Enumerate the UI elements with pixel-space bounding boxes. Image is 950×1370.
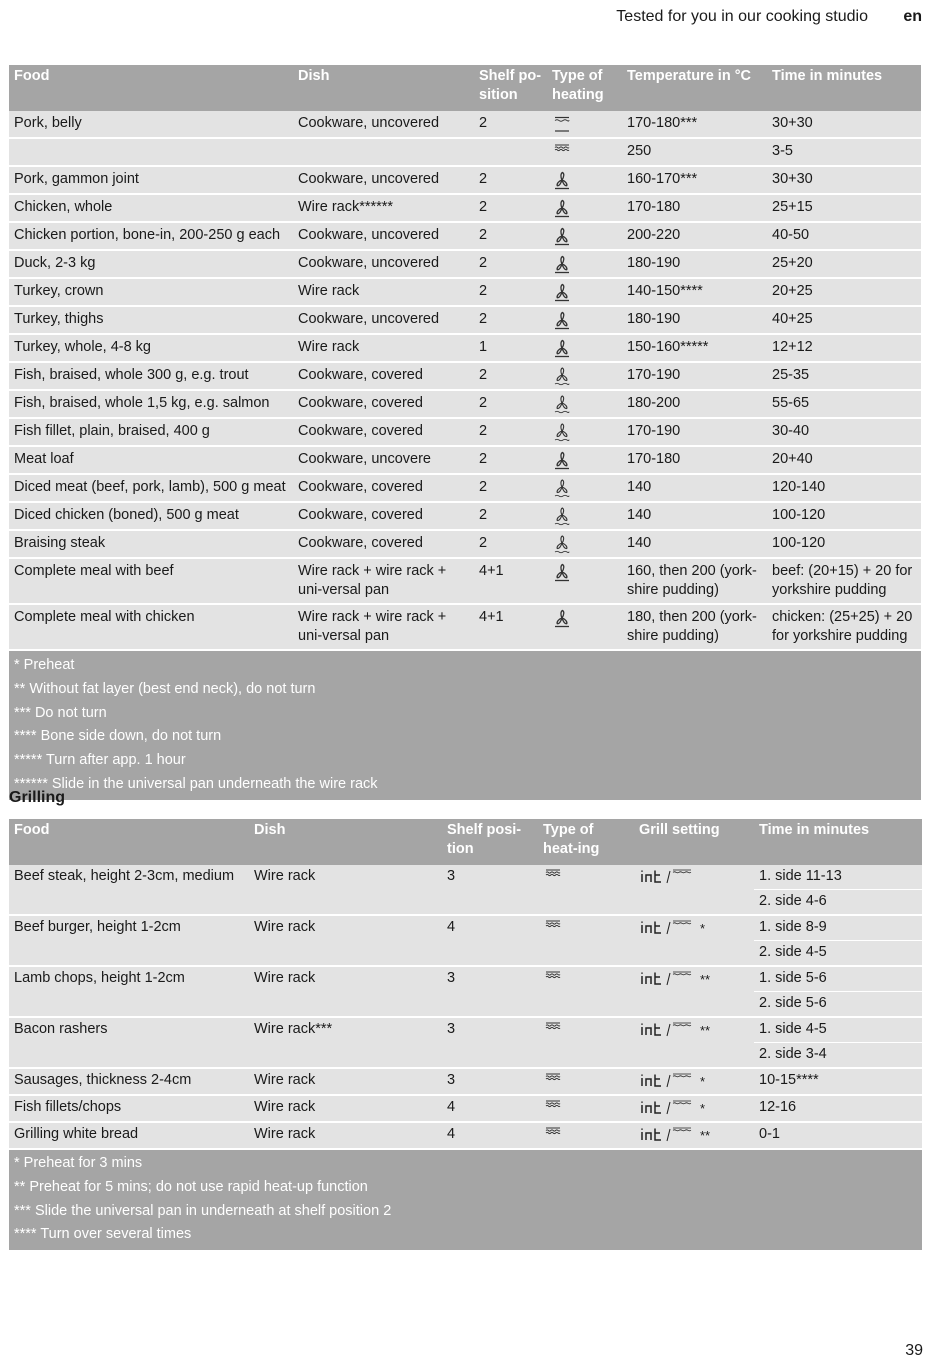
grill-setting-display-icon bbox=[639, 1125, 697, 1145]
food-cell: Beef burger, height 1-2cm bbox=[9, 915, 249, 966]
col-food: Food bbox=[9, 65, 293, 111]
footnote: **** Turn over several times bbox=[14, 1226, 192, 1243]
table-row bbox=[9, 278, 921, 306]
table-row bbox=[9, 558, 921, 604]
shelf-cell: 4 bbox=[442, 1122, 538, 1149]
dish-cell: Cookware, uncovered bbox=[293, 111, 474, 138]
shelf-cell: 3 bbox=[442, 865, 538, 915]
top-bottom-heat-icon bbox=[552, 115, 572, 131]
dish-cell: Wire rack + wire rack + uni-versal pan bbox=[293, 558, 474, 604]
dish-cell: Cookware, uncovered bbox=[293, 166, 474, 194]
heating-cell bbox=[538, 1017, 634, 1068]
food-cell: Chicken portion, bone-in, 200-250 g each bbox=[9, 222, 293, 250]
temperature-cell: 170-180 bbox=[622, 446, 767, 474]
dish-cell: Cookware, covered bbox=[293, 362, 474, 390]
heating-cell bbox=[538, 865, 634, 915]
dish-cell: Wire rack****** bbox=[293, 194, 474, 222]
temperature-cell: 180-190 bbox=[622, 250, 767, 278]
col-temperature: Temperature in °C bbox=[622, 65, 767, 111]
shelf-cell: 4+1 bbox=[474, 558, 547, 604]
col-time: Time in minutes bbox=[754, 819, 922, 865]
heating-cell bbox=[538, 1122, 634, 1149]
table-row bbox=[9, 1095, 922, 1122]
food-cell: Braising steak bbox=[9, 530, 293, 558]
dish-cell: Wire rack + wire rack + uni-versal pan bbox=[293, 604, 474, 650]
table-row bbox=[9, 362, 921, 390]
dish-cell: Cookware, covered bbox=[293, 502, 474, 530]
table-row bbox=[9, 502, 921, 530]
grill-icon bbox=[543, 970, 563, 986]
gentle-air-icon bbox=[552, 535, 572, 551]
table-row bbox=[9, 474, 921, 502]
circulated-air-icon bbox=[552, 283, 572, 299]
circulated-air-icon bbox=[552, 227, 572, 243]
grill-setting-note: * bbox=[700, 1074, 706, 1089]
temperature-cell: 160, then 200 (york-shire pudding) bbox=[622, 558, 767, 604]
temperature-cell: 160-170*** bbox=[622, 166, 767, 194]
footnote: *** Do not turn bbox=[14, 704, 107, 721]
time-cell: chicken: (25+25) + 20 for yorkshire pudding bbox=[767, 604, 921, 650]
heating-cell bbox=[547, 306, 622, 334]
table-row bbox=[9, 530, 921, 558]
time-cell: 100-120 bbox=[767, 502, 921, 530]
food-cell: Fish fillet, plain, braised, 400 g bbox=[9, 418, 293, 446]
circulated-air-icon bbox=[552, 339, 572, 355]
food-cell: Lamb chops, height 1-2cm bbox=[9, 966, 249, 1017]
temperature-cell: 250 bbox=[622, 138, 767, 166]
time-cell: 0-1 bbox=[754, 1122, 922, 1149]
shelf-cell: 3 bbox=[442, 1017, 538, 1068]
roasting-table bbox=[9, 65, 921, 800]
col-time: Time in minutes bbox=[767, 65, 921, 111]
dish-cell: Cookware, uncovered bbox=[293, 250, 474, 278]
dish-cell: Cookware, covered bbox=[293, 418, 474, 446]
table-row bbox=[9, 865, 922, 890]
shelf-cell: 3 bbox=[442, 1068, 538, 1095]
time-cell: beef: (20+15) + 20 for yorkshire pudding bbox=[767, 558, 921, 604]
footnote: *** Slide the universal pan in underneath at shelf position 2 bbox=[14, 1202, 392, 1219]
grill-setting-cell bbox=[634, 1122, 754, 1149]
table-row bbox=[9, 1068, 922, 1095]
footnotes bbox=[9, 650, 921, 800]
time-cell: 55-65 bbox=[767, 390, 921, 418]
footnotes bbox=[9, 1149, 922, 1250]
footnote-row bbox=[9, 1149, 922, 1250]
shelf-cell: 2 bbox=[474, 474, 547, 502]
food-cell: Sausages, thickness 2-4cm bbox=[9, 1068, 249, 1095]
grilling-header-row bbox=[9, 819, 922, 865]
page-number: 39 bbox=[905, 1342, 923, 1359]
food-cell: Duck, 2-3 kg bbox=[9, 250, 293, 278]
heating-cell bbox=[547, 362, 622, 390]
time-cell: 100-120 bbox=[767, 530, 921, 558]
heating-cell bbox=[547, 530, 622, 558]
footnote: ** Without fat layer (best end neck), do not turn bbox=[14, 680, 316, 697]
language-code: en bbox=[903, 8, 922, 25]
food-cell: Grilling white bread bbox=[9, 1122, 249, 1149]
food-cell: Meat loaf bbox=[9, 446, 293, 474]
col-dish: Dish bbox=[293, 65, 474, 111]
temperature-cell: 180-190 bbox=[622, 306, 767, 334]
food-cell: Complete meal with beef bbox=[9, 558, 293, 604]
time-cell: 3-5 bbox=[767, 138, 921, 166]
grill-setting-display-icon bbox=[639, 1071, 697, 1091]
food-cell: Pork, gammon joint bbox=[9, 166, 293, 194]
shelf-cell: 1 bbox=[474, 334, 547, 362]
temperature-cell: 180, then 200 (york-shire pudding) bbox=[622, 604, 767, 650]
time-cell: 120-140 bbox=[767, 474, 921, 502]
page-header bbox=[0, 8, 950, 30]
heating-cell bbox=[547, 278, 622, 306]
grill-icon bbox=[552, 143, 572, 159]
time-cell: 20+25 bbox=[767, 278, 921, 306]
grill-setting-cell bbox=[634, 966, 754, 1017]
temperature-cell: 150-160***** bbox=[622, 334, 767, 362]
dish-cell: Cookware, covered bbox=[293, 390, 474, 418]
dish-cell bbox=[293, 138, 474, 166]
gentle-air-icon bbox=[552, 479, 572, 495]
dish-cell: Wire rack bbox=[293, 278, 474, 306]
grill-setting-note: * bbox=[700, 921, 706, 936]
time-cell: 20+40 bbox=[767, 446, 921, 474]
footnote: * Preheat for 3 mins bbox=[14, 1155, 143, 1171]
food-cell bbox=[9, 138, 293, 166]
grill-icon bbox=[543, 1126, 563, 1142]
circulated-air-icon bbox=[552, 563, 572, 579]
table-row bbox=[9, 334, 921, 362]
footnote: **** Bone side down, do not turn bbox=[14, 728, 222, 745]
shelf-cell: 2 bbox=[474, 278, 547, 306]
dish-cell: Wire rack bbox=[249, 1068, 442, 1095]
heating-cell bbox=[547, 194, 622, 222]
grill-setting-note: ** bbox=[700, 972, 711, 987]
shelf-cell: 2 bbox=[474, 362, 547, 390]
circulated-air-icon bbox=[552, 199, 572, 215]
grill-setting-cell bbox=[634, 1095, 754, 1122]
col-shelf: Shelf posi-tion bbox=[442, 819, 538, 865]
grilling-title: Grilling bbox=[9, 789, 65, 806]
dish-cell: Cookware, uncovered bbox=[293, 306, 474, 334]
grilling-table bbox=[9, 819, 922, 1250]
grill-setting-display-icon bbox=[639, 969, 697, 989]
col-heating: Type of heat-ing bbox=[538, 819, 634, 865]
grill-setting-cell bbox=[634, 1068, 754, 1095]
time-cell: 1. side 5-6 bbox=[754, 966, 922, 992]
grill-setting-cell bbox=[634, 915, 754, 966]
food-cell: Turkey, whole, 4-8 kg bbox=[9, 334, 293, 362]
time-cell: 25+15 bbox=[767, 194, 921, 222]
temperature-cell: 170-180*** bbox=[622, 111, 767, 138]
grill-setting-display-icon bbox=[639, 1098, 697, 1118]
footnote: * Preheat bbox=[14, 657, 75, 673]
table-row bbox=[9, 166, 921, 194]
time-cell: 30+30 bbox=[767, 111, 921, 138]
food-cell: Chicken, whole bbox=[9, 194, 293, 222]
heating-cell bbox=[547, 446, 622, 474]
gentle-air-icon bbox=[552, 507, 572, 523]
food-cell: Complete meal with chicken bbox=[9, 604, 293, 650]
header-title: Tested for you in our cooking studio bbox=[616, 8, 868, 25]
table-row bbox=[9, 222, 921, 250]
roasting-header-row bbox=[9, 65, 921, 111]
table-row bbox=[9, 1122, 922, 1149]
grill-setting-note: ** bbox=[700, 1128, 711, 1143]
food-cell: Pork, belly bbox=[9, 111, 293, 138]
grill-setting-note: * bbox=[700, 1101, 706, 1116]
table-row bbox=[9, 446, 921, 474]
grill-setting-display-icon bbox=[639, 1020, 697, 1040]
time-cell: 30-40 bbox=[767, 418, 921, 446]
shelf-cell: 2 bbox=[474, 502, 547, 530]
food-cell: Fish, braised, whole 1,5 kg, e.g. salmon bbox=[9, 390, 293, 418]
shelf-cell: 4+1 bbox=[474, 604, 547, 650]
heating-cell bbox=[547, 334, 622, 362]
heating-cell bbox=[538, 1068, 634, 1095]
time-cell: 40+25 bbox=[767, 306, 921, 334]
grill-icon bbox=[543, 868, 563, 884]
temperature-cell: 170-180 bbox=[622, 194, 767, 222]
grill-setting-note: ** bbox=[700, 1023, 711, 1038]
time-cell: 2. side 5-6 bbox=[754, 992, 922, 1018]
table-row bbox=[9, 604, 921, 650]
heating-cell bbox=[547, 558, 622, 604]
heating-cell bbox=[547, 250, 622, 278]
food-cell: Fish fillets/chops bbox=[9, 1095, 249, 1122]
food-cell: Fish, braised, whole 300 g, e.g. trout bbox=[9, 362, 293, 390]
shelf-cell: 2 bbox=[474, 390, 547, 418]
grill-icon bbox=[543, 919, 563, 935]
time-cell: 12+12 bbox=[767, 334, 921, 362]
dish-cell: Cookware, uncovere bbox=[293, 446, 474, 474]
heating-cell bbox=[547, 138, 622, 166]
gentle-air-icon bbox=[552, 423, 572, 439]
table-row bbox=[9, 915, 922, 941]
col-food: Food bbox=[9, 819, 249, 865]
footnote: ** Preheat for 5 mins; do not use rapid heat-up function bbox=[14, 1178, 368, 1195]
shelf-cell: 2 bbox=[474, 306, 547, 334]
time-cell: 40-50 bbox=[767, 222, 921, 250]
shelf-cell: 2 bbox=[474, 194, 547, 222]
food-cell: Diced meat (beef, pork, lamb), 500 g meat bbox=[9, 474, 293, 502]
shelf-cell: 4 bbox=[442, 1095, 538, 1122]
dish-cell: Cookware, uncovered bbox=[293, 222, 474, 250]
table-row bbox=[9, 194, 921, 222]
grill-setting-display-icon bbox=[639, 867, 697, 887]
shelf-cell: 3 bbox=[442, 966, 538, 1017]
table-row bbox=[9, 111, 921, 138]
heating-cell bbox=[547, 166, 622, 194]
shelf-cell: 2 bbox=[474, 166, 547, 194]
heating-cell bbox=[547, 222, 622, 250]
time-cell: 1. side 8-9 bbox=[754, 915, 922, 941]
col-heating: Type of heating bbox=[547, 65, 622, 111]
time-cell: 30+30 bbox=[767, 166, 921, 194]
table-row bbox=[9, 306, 921, 334]
time-cell: 25-35 bbox=[767, 362, 921, 390]
dish-cell: Wire rack bbox=[293, 334, 474, 362]
food-cell: Turkey, thighs bbox=[9, 306, 293, 334]
circulated-air-icon bbox=[552, 311, 572, 327]
temperature-cell: 140 bbox=[622, 474, 767, 502]
time-cell: 12-16 bbox=[754, 1095, 922, 1122]
grill-icon bbox=[543, 1099, 563, 1115]
heating-cell bbox=[547, 418, 622, 446]
heating-cell bbox=[538, 1095, 634, 1122]
table-row bbox=[9, 250, 921, 278]
temperature-cell: 180-200 bbox=[622, 390, 767, 418]
footnote: ***** Turn after app. 1 hour bbox=[14, 752, 186, 769]
table-row bbox=[9, 1017, 922, 1043]
time-cell: 2. side 4-5 bbox=[754, 941, 922, 967]
temperature-cell: 140-150**** bbox=[622, 278, 767, 306]
col-dish: Dish bbox=[249, 819, 442, 865]
time-cell: 1. side 11-13 bbox=[754, 865, 922, 890]
circulated-air-icon bbox=[552, 171, 572, 187]
time-cell: 2. side 4-6 bbox=[754, 890, 922, 916]
table-row bbox=[9, 418, 921, 446]
temperature-cell: 170-190 bbox=[622, 362, 767, 390]
table-row bbox=[9, 390, 921, 418]
temperature-cell: 200-220 bbox=[622, 222, 767, 250]
heating-cell bbox=[547, 111, 622, 138]
heating-cell bbox=[547, 474, 622, 502]
dish-cell: Wire rack bbox=[249, 1095, 442, 1122]
heating-cell bbox=[547, 604, 622, 650]
grill-setting-cell bbox=[634, 865, 754, 915]
grill-icon bbox=[543, 1072, 563, 1088]
dish-cell: Cookware, covered bbox=[293, 474, 474, 502]
food-cell: Diced chicken (boned), 500 g meat bbox=[9, 502, 293, 530]
food-cell: Beef steak, height 2-3cm, medium bbox=[9, 865, 249, 915]
dish-cell: Cookware, covered bbox=[293, 530, 474, 558]
time-cell: 1. side 4-5 bbox=[754, 1017, 922, 1043]
gentle-air-icon bbox=[552, 395, 572, 411]
time-cell: 10-15**** bbox=[754, 1068, 922, 1095]
dish-cell: Wire rack bbox=[249, 865, 442, 915]
temperature-cell: 140 bbox=[622, 502, 767, 530]
temperature-cell: 170-190 bbox=[622, 418, 767, 446]
footnote-row bbox=[9, 650, 921, 800]
gentle-air-icon bbox=[552, 367, 572, 383]
shelf-cell bbox=[474, 138, 547, 166]
temperature-cell: 140 bbox=[622, 530, 767, 558]
circulated-air-icon bbox=[552, 255, 572, 271]
shelf-cell: 4 bbox=[442, 915, 538, 966]
table-row bbox=[9, 966, 922, 992]
shelf-cell: 2 bbox=[474, 418, 547, 446]
shelf-cell: 2 bbox=[474, 446, 547, 474]
col-grill-setting: Grill setting bbox=[634, 819, 754, 865]
shelf-cell: 2 bbox=[474, 250, 547, 278]
food-cell: Bacon rashers bbox=[9, 1017, 249, 1068]
dish-cell: Wire rack bbox=[249, 1122, 442, 1149]
heating-cell bbox=[547, 390, 622, 418]
dish-cell: Wire rack*** bbox=[249, 1017, 442, 1068]
grill-setting-display-icon bbox=[639, 918, 697, 938]
footnote: ****** Slide in the universal pan underneath the wire rack bbox=[14, 775, 378, 792]
food-cell: Turkey, crown bbox=[9, 278, 293, 306]
circulated-air-icon bbox=[552, 451, 572, 467]
time-cell: 2. side 3-4 bbox=[754, 1043, 922, 1069]
time-cell: 25+20 bbox=[767, 250, 921, 278]
dish-cell: Wire rack bbox=[249, 966, 442, 1017]
heating-cell bbox=[547, 502, 622, 530]
col-shelf: Shelf po-sition bbox=[474, 65, 547, 111]
table-row bbox=[9, 138, 921, 166]
shelf-cell: 2 bbox=[474, 222, 547, 250]
grill-icon bbox=[543, 1021, 563, 1037]
grill-setting-cell bbox=[634, 1017, 754, 1068]
circulated-air-icon bbox=[552, 609, 572, 625]
dish-cell: Wire rack bbox=[249, 915, 442, 966]
heating-cell bbox=[538, 966, 634, 1017]
heating-cell bbox=[538, 915, 634, 966]
shelf-cell: 2 bbox=[474, 530, 547, 558]
shelf-cell: 2 bbox=[474, 111, 547, 138]
